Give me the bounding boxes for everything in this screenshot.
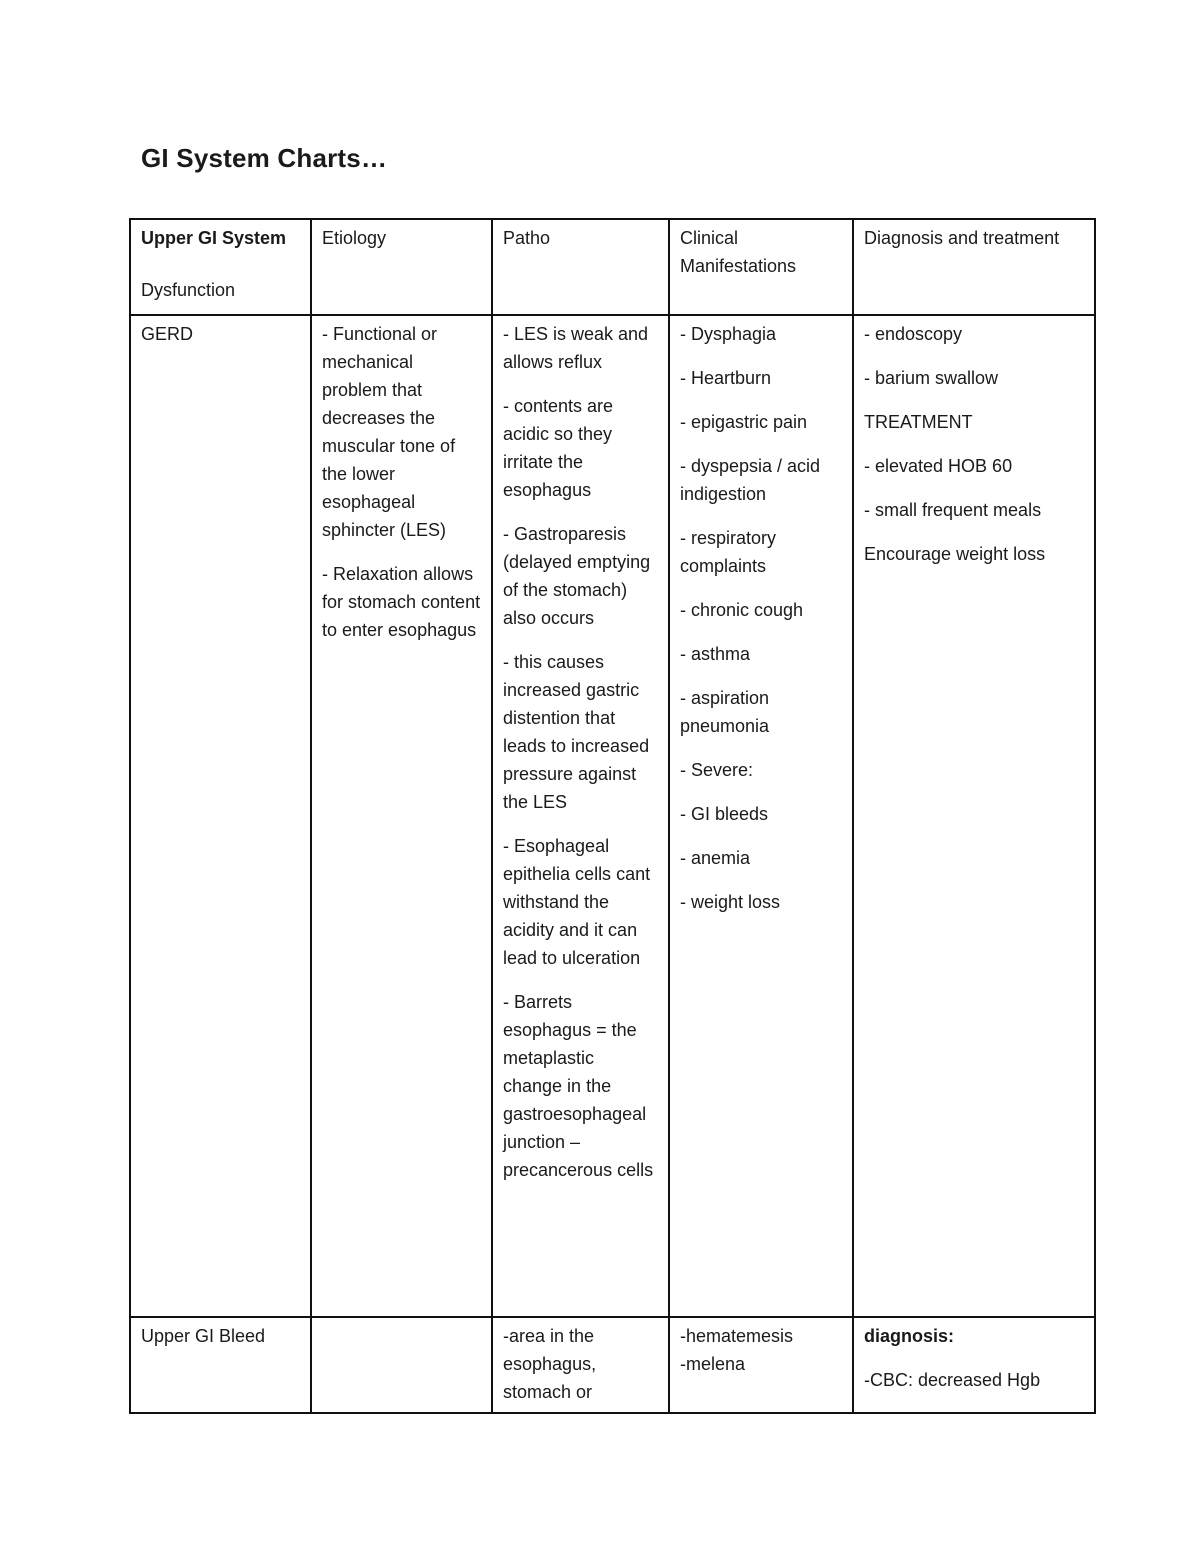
bleed-diagnosis-cell: [853, 1317, 1095, 1413]
header-etiology: Etiology: [322, 228, 387, 248]
bleed-clinical-item: -melena: [680, 1354, 746, 1374]
gerd-clinical-item: - aspiration pneumonia: [680, 688, 770, 736]
gerd-etiology-item: - Functional or mechanical problem that decreases the muscular tone of the lower esophageal sphincter (LES): [322, 324, 456, 540]
bleed-patho-cell: [492, 1317, 669, 1413]
gerd-patho-item: - Gastroparesis (delayed emptying of the stomach) also occurs: [503, 524, 651, 628]
header-cell-dysfunction: [130, 219, 311, 315]
gerd-diagnosis-item: - elevated HOB 60: [864, 456, 1013, 476]
gerd-patho-item: - LES is weak and allows reflux: [503, 324, 649, 372]
bleed-diagnosis-heading: diagnosis:: [864, 1326, 955, 1346]
row-name-upper-gi-bleed: Upper GI Bleed: [141, 1326, 266, 1346]
document-title: GI System Charts…: [141, 143, 388, 173]
gerd-clinical-item: - Heartburn: [680, 368, 772, 388]
table-header-row: [130, 219, 1095, 315]
gerd-clinical-item: - Dysphagia: [680, 324, 777, 344]
bleed-clinical-cell: [669, 1317, 853, 1413]
gerd-name-cell: [130, 315, 311, 1317]
gerd-diagnosis-item: - endoscopy: [864, 324, 963, 344]
header-cell-patho: [492, 219, 669, 315]
gerd-treatment-heading: TREATMENT: [864, 412, 973, 432]
bleed-patho-item: -area in the esophagus, stomach or: [503, 1326, 597, 1402]
bleed-diagnosis-item: -CBC: decreased Hgb: [864, 1370, 1041, 1390]
table-row-gerd: [130, 315, 1095, 1317]
table-row-upper-gi-bleed: [130, 1317, 1095, 1413]
header-clinical-manifestations: Clinical Manifestations: [680, 228, 797, 276]
gerd-clinical-item: - chronic cough: [680, 600, 804, 620]
gerd-patho-cell: [492, 315, 669, 1317]
gerd-clinical-item: - weight loss: [680, 892, 781, 912]
bleed-etiology-cell: [311, 1317, 492, 1413]
row-name-gerd: GERD: [141, 324, 194, 344]
gerd-clinical-cell: [669, 315, 853, 1317]
bleed-name-cell: [130, 1317, 311, 1413]
gi-system-table: [129, 218, 1096, 1414]
header-patho: Patho: [503, 228, 551, 248]
header-diagnosis-treatment: Diagnosis and treatment: [864, 228, 1060, 248]
gerd-diagnosis-item: - barium swallow: [864, 368, 999, 388]
gerd-patho-item: - Esophageal epithelia cells cant withstand the acidity and it can lead to ulceration: [503, 836, 651, 968]
gerd-diagnosis-item: - small frequent meals: [864, 500, 1042, 520]
gerd-diagnosis-item: Encourage weight loss: [864, 544, 1046, 564]
bleed-clinical-item: -hematemesis: [680, 1326, 794, 1346]
gerd-clinical-item: - respiratory complaints: [680, 528, 777, 576]
gerd-etiology-cell: [311, 315, 492, 1317]
gerd-etiology-item: - Relaxation allows for stomach content to enter esophagus: [322, 564, 481, 640]
gerd-clinical-item: - epigastric pain: [680, 412, 808, 432]
gerd-diagnosis-cell: [853, 315, 1095, 1317]
gerd-clinical-item: - dyspepsia / acid indigestion: [680, 456, 821, 504]
gerd-patho-item: - contents are acidic so they irritate the esophagus: [503, 396, 614, 500]
gerd-patho-item: - this causes increased gastric distention that leads to increased pressure against the LES: [503, 652, 650, 812]
header-dysfunction: Dysfunction: [141, 280, 236, 300]
header-cell-clinical: [669, 219, 853, 315]
gerd-clinical-item: - anemia: [680, 848, 751, 868]
gerd-patho-item: - Barrets esophagus = the metaplastic change in the gastroesophageal junction – precancerous cells: [503, 992, 654, 1180]
gerd-clinical-item: - asthma: [680, 644, 751, 664]
gerd-clinical-item: - GI bleeds: [680, 804, 769, 824]
header-cell-diagnosis: [853, 219, 1095, 315]
header-cell-etiology: [311, 219, 492, 315]
gerd-clinical-item: - Severe:: [680, 760, 754, 780]
header-upper-gi-system: Upper GI System: [141, 228, 287, 248]
